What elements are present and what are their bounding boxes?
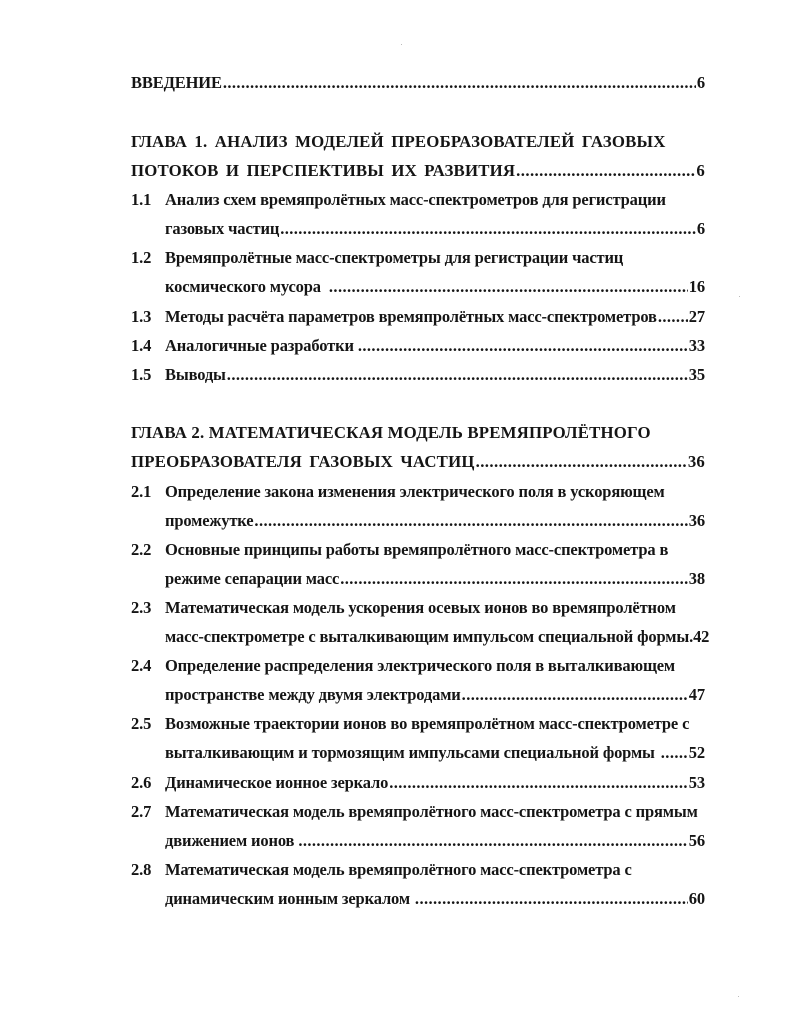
toc-section-2-2-cont[interactable]: режиме сепарации масс ..... 38 — [165, 569, 705, 589]
leader-dots — [462, 685, 688, 705]
leader-dots — [476, 452, 687, 472]
section-number: 1.2 — [131, 248, 152, 267]
toc-section-2-3[interactable]: 2.3 Математическая модель ускорения осевых ионов во времяпролётном — [131, 598, 676, 617]
chapter2-title-line1[interactable]: ГЛАВА 2. МАТЕМАТИЧЕСКАЯ МОДЕЛЬ ВРЕМЯПРОЛЁТНОГО — [131, 423, 651, 442]
toc-section-1-2-cont[interactable]: космического мусора ..... 16 — [165, 277, 705, 297]
leader-dots — [516, 161, 695, 181]
section-number: 2.6 — [131, 773, 152, 792]
leader-dots — [415, 889, 688, 909]
section-number: 1.5 — [131, 365, 152, 384]
toc-section-2-4[interactable]: 2.4 Определение распределения электрического поля в выталкивающем — [131, 656, 676, 675]
toc-section-1-1-cont[interactable]: газовых частиц ..... 6 — [165, 219, 705, 239]
toc-section-2-7-cont[interactable]: движением ионов ..... 56 — [165, 831, 705, 851]
toc-intro-page: 6 — [696, 73, 705, 92]
toc-section-2-1-cont[interactable]: промежутке ..... 36 — [165, 511, 705, 531]
toc-section-2-7[interactable]: 2.7 Математическая модель времяпролётного масс-спектрометра с прямым — [131, 802, 698, 821]
leader-dots — [227, 365, 688, 385]
toc-intro[interactable] — [131, 73, 705, 93]
leader-dots — [280, 219, 696, 239]
leader-dots — [223, 73, 696, 93]
leader-dots — [254, 511, 687, 531]
toc-section-2-5[interactable]: 2.5 Возможные траектории ионов во времяпролётном масс-спектрометре с — [131, 714, 690, 733]
toc-section-1-2[interactable]: 1.2 Времяпролётные масс-спектрометры для регистрации частиц — [131, 248, 624, 267]
section-number: 1.4 — [131, 336, 152, 355]
toc-section-2-8[interactable]: 2.8 Математическая модель времяпролётного масс-спектрометра с — [131, 860, 632, 879]
toc-section-1-3[interactable]: 1.3 Методы расчёта параметров времяпролётных масс-спектрометров ..... 27 — [131, 307, 705, 327]
chapter2-title-line2[interactable]: ПРЕОБРАЗОВАТЕЛЯ ГАЗОВЫХ ЧАСТИЦ ..... 36 — [131, 452, 705, 472]
toc-section-1-5[interactable]: 1.5 Выводы ..... 35 — [131, 365, 705, 385]
toc-section-2-1[interactable]: 2.1 Определение закона изменения электрического поля в ускоряющем — [131, 482, 665, 501]
section-number: 2.7 — [131, 802, 152, 821]
section-number: 2.3 — [131, 598, 152, 617]
toc-section-1-4[interactable]: 1.4 Аналогичные разработки ..... 33 — [131, 336, 705, 356]
chapter1-title-line2[interactable]: ПОТОКОВ И ПЕРСПЕКТИВЫ ИХ РАЗВИТИЯ ..... 6 — [131, 161, 705, 181]
scan-speck — [739, 296, 740, 297]
leader-dots — [340, 569, 688, 589]
toc-section-2-6[interactable]: 2.6 Динамическое ионное зеркало ..... 53 — [131, 773, 705, 793]
toc-section-2-8-cont[interactable]: динамическим ионным зеркалом ..... 60 — [165, 889, 705, 909]
toc-section-2-3-cont[interactable]: масс-спектрометре с выталкивающим импульсом специальной формы ..... 42 — [165, 627, 705, 647]
section-number: 2.2 — [131, 540, 152, 559]
chapter1-page: 6 — [696, 161, 705, 180]
section-number: 2.8 — [131, 860, 152, 879]
section-number: 2.1 — [131, 482, 152, 501]
toc-section-2-5-cont[interactable]: выталкивающим и тормозящим импульсами специальной формы ..... 52 — [165, 743, 705, 763]
scan-speck — [401, 44, 402, 45]
section-number: 1.1 — [131, 190, 152, 209]
toc-section-2-4-cont[interactable]: пространстве между двумя электродами ..... 47 — [165, 685, 705, 705]
chapter2-page: 36 — [687, 452, 705, 471]
leader-dots — [389, 773, 688, 793]
scan-speck — [738, 996, 739, 997]
chapter1-title-line1[interactable]: ГЛАВА 1. АНАЛИЗ МОДЕЛЕЙ ПРЕОБРАЗОВАТЕЛЕЙ ГАЗОВЫХ — [131, 132, 666, 151]
leader-dots — [358, 336, 688, 356]
toc-section-1-1[interactable]: 1.1 Анализ схем времяпролётных масс-спектрометров для регистрации — [131, 190, 666, 209]
leader-dots — [298, 831, 687, 851]
leader-dots — [661, 743, 688, 763]
leader-dots — [329, 277, 688, 297]
section-number: 2.5 — [131, 714, 152, 733]
section-number: 1.3 — [131, 307, 152, 326]
section-number: 2.4 — [131, 656, 152, 675]
toc-intro-title: ВВЕДЕНИЕ — [131, 73, 222, 92]
leader-dots — [658, 307, 688, 327]
toc-section-2-2[interactable]: 2.2 Основные принципы работы времяпролётного масс-спектрометра в — [131, 540, 669, 559]
